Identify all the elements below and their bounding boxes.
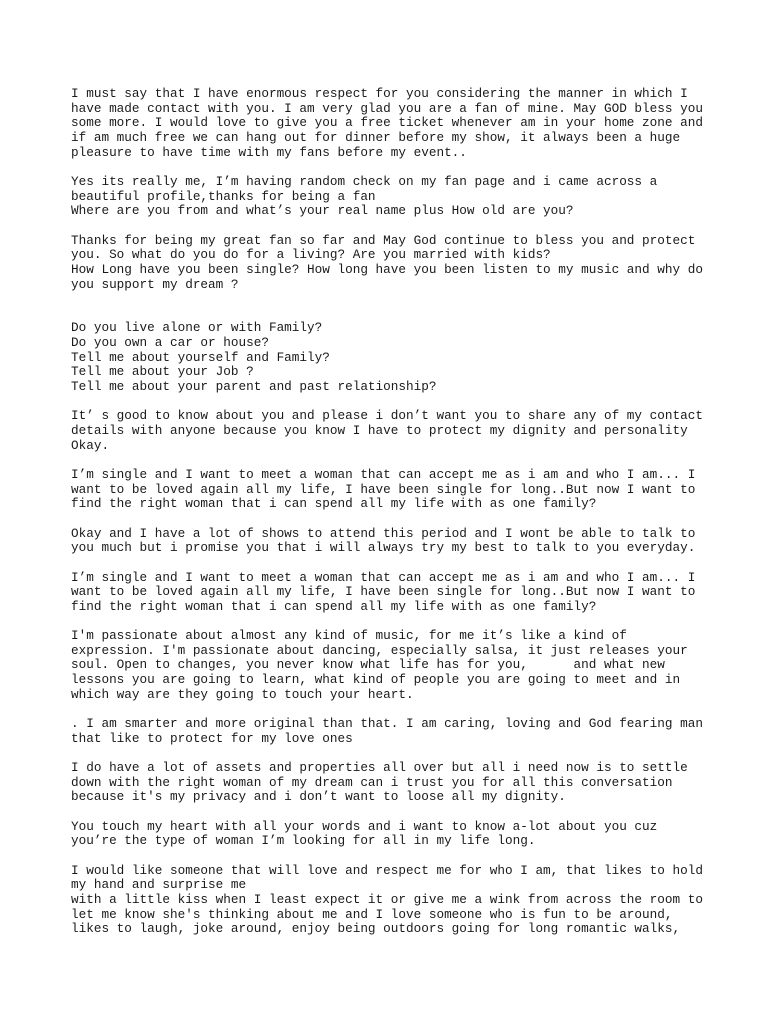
text-line: Yes its really me, I’m having random check on my fan page and i came across a [71, 173, 658, 189]
paragraph [71, 321, 731, 394]
paragraph [71, 820, 731, 849]
paragraph [71, 175, 731, 219]
text-line: soul. Open to changes, you never know what life has for you, and what new [71, 657, 665, 673]
text-line: have made contact with you. I am very glad you are a fan of mine. May GOD bless you [71, 100, 703, 116]
document-page [71, 87, 731, 952]
text-line: expression. I'm passionate about dancing, especially salsa, it just releases your [71, 642, 688, 658]
text-line: my hand and surprise me [71, 877, 247, 893]
text-line: It’ s good to know about you and please i don’t want you to share any of my contact [71, 408, 703, 424]
text-line: pleasure to have time with my fans before my event.. [71, 144, 467, 160]
text-line: if am much free we can hang out for dinner before my show, it always been a huge [71, 129, 681, 145]
text-line: because it's my privacy and i don’t want to loose all my dignity. [71, 789, 566, 805]
text-line: you’re the type of woman I’m looking for all in my life long. [71, 833, 536, 849]
text-line: lessons you are going to learn, what kind of people you are going to meet and in [71, 672, 681, 688]
paragraph [71, 527, 731, 556]
text-line: that like to protect for my love ones [71, 730, 353, 746]
text-line: Tell me about your parent and past relationship? [71, 379, 437, 395]
text-line: I do have a lot of assets and properties all over but all i need now is to settle [71, 760, 688, 776]
text-line: you support my dream ? [71, 276, 239, 292]
text-line: some more. I would love to give you a free ticket whenever am in your home zone and [71, 115, 703, 131]
paragraph [71, 717, 731, 746]
text-line: Thanks for being my great fan so far and May God continue to bless you and protect [71, 232, 696, 248]
text-line: let me know she's thinking about me and I love someone who is fun to be around, [71, 906, 673, 922]
paragraph [71, 468, 731, 512]
text-line: I’m single and I want to meet a woman that can accept me as i am and who I am... I [71, 466, 696, 482]
text-line: Where are you from and what’s your real name plus How old are you? [71, 203, 574, 219]
text-line: Okay. [71, 437, 110, 453]
text-line: you much but i promise you that i will always try my best to talk to you everyday. [71, 540, 696, 556]
text-line: Tell me about yourself and Family? [71, 349, 330, 365]
paragraph [71, 571, 731, 615]
text-line: which way are they going to touch your heart. [71, 686, 414, 702]
text-line: I must say that I have enormous respect for you considering the manner in which I [71, 86, 688, 101]
text-line: beautiful profile,thanks for being a fan [71, 188, 376, 204]
text-line: How Long have you been single? How long have you been listen to my music and why do [71, 261, 703, 277]
text-line: I would like someone that will love and respect me for who I am, that likes to hold [71, 862, 703, 878]
text-line: likes to laugh, joke around, enjoy being outdoors going for long romantic walks, [71, 921, 681, 937]
text-line: find the right woman that i can spend all my life with as one family? [71, 598, 597, 614]
text-line: find the right woman that i can spend all my life with as one family? [71, 496, 597, 512]
text-line: I'm passionate about almost any kind of music, for me it’s like a kind of [71, 628, 627, 644]
paragraph [71, 629, 731, 702]
text-line: details with anyone because you know I have to protect my dignity and personality [71, 423, 688, 439]
text-line: Do you own a car or house? [71, 335, 269, 351]
text-line: you. So what do you do for a living? Are you married with kids? [71, 247, 551, 263]
text-line: with a little kiss when I least expect it or give me a wink from across the room to [71, 891, 703, 907]
paragraph [71, 409, 731, 453]
text-line: down with the right woman of my dream can i trust you for all this conversation [71, 774, 673, 790]
text-line: want to be loved again all my life, I have been single for long..But now I want to [71, 481, 696, 497]
text-line: . I am smarter and more original than that. I am caring, loving and God fearing man [71, 716, 703, 732]
text-line: Tell me about your Job ? [71, 364, 254, 380]
text-line: Okay and I have a lot of shows to attend this period and I wont be able to talk to [71, 525, 696, 541]
text-line: Do you live alone or with Family? [71, 320, 323, 336]
paragraph [71, 234, 731, 293]
text-line: want to be loved again all my life, I have been single for long..But now I want to [71, 584, 696, 600]
text-line: You touch my heart with all your words and i want to know a-lot about you cuz [71, 818, 658, 834]
paragraph [71, 864, 731, 937]
text-line: I’m single and I want to meet a woman that can accept me as i am and who I am... I [71, 569, 696, 585]
paragraph [71, 87, 731, 160]
paragraph [71, 761, 731, 805]
